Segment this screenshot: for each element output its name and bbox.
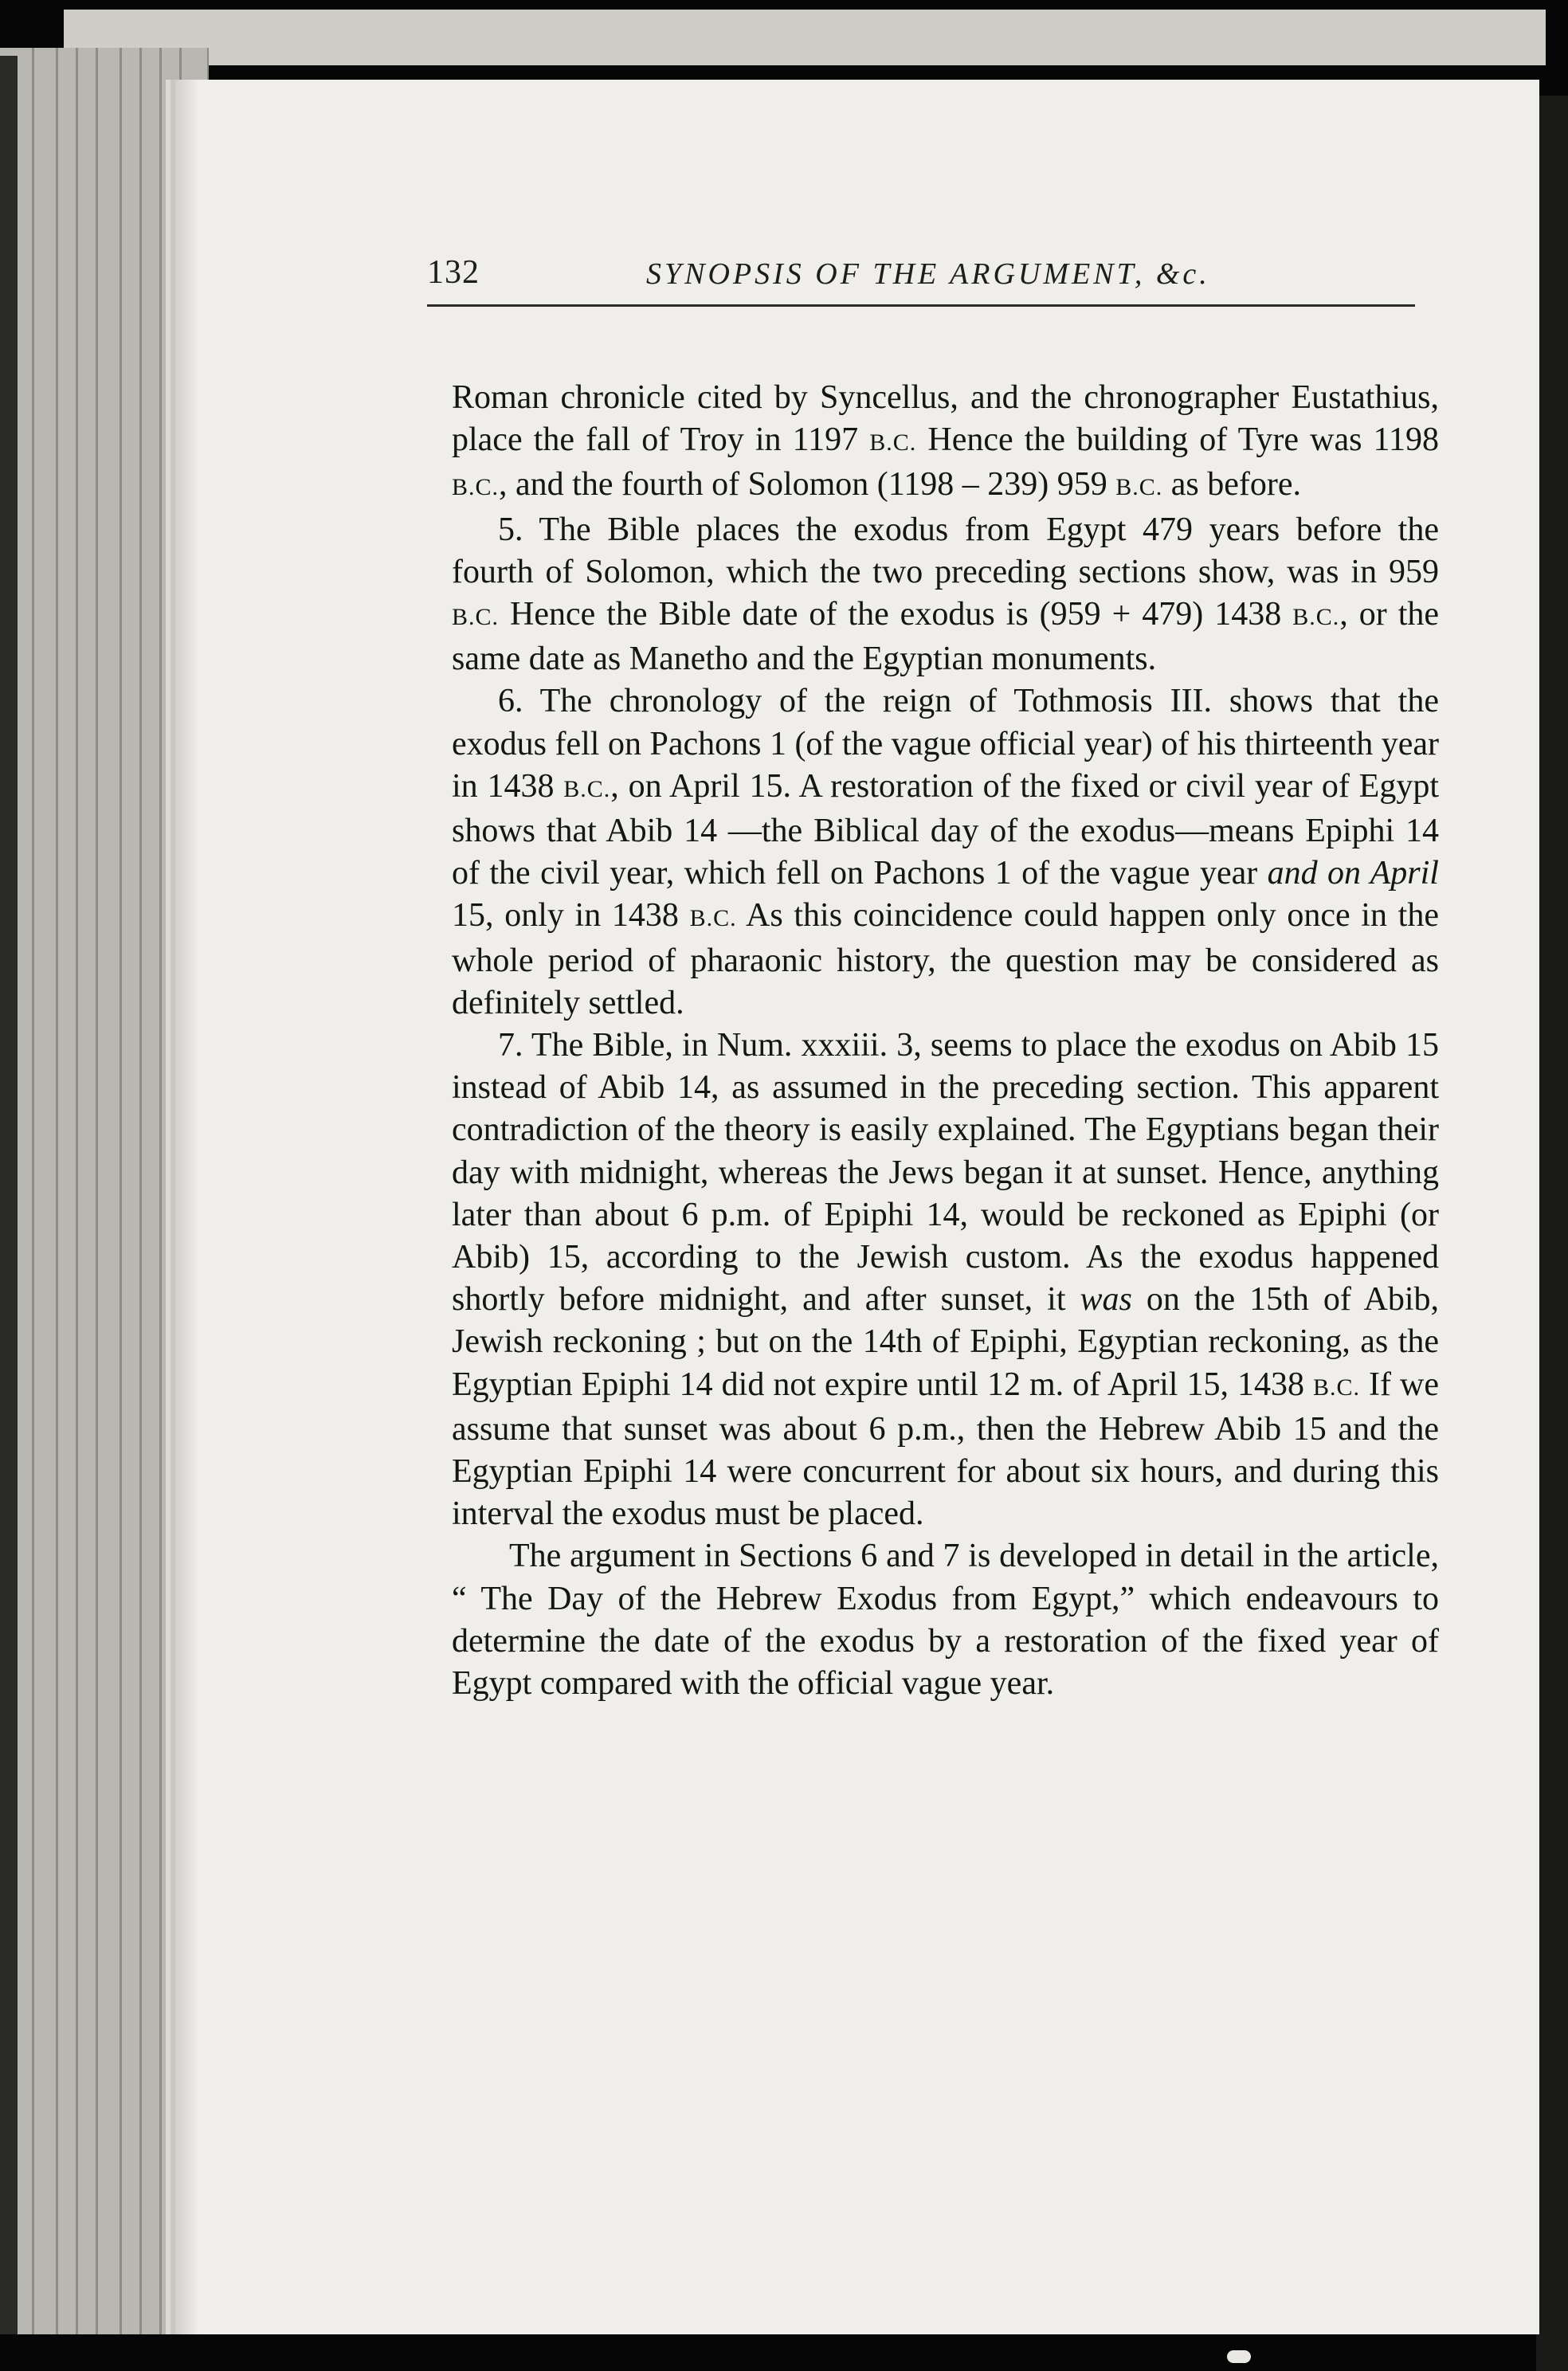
text-run: 15, only in 1438: [452, 897, 690, 935]
body-text: [452, 377, 1439, 1705]
paragraph-2: [452, 509, 1439, 681]
text-run: If we assume that sunset was about 6 p.m., then the Hebrew Abib 15 and the Egyptian Epiphi 14 were concurrent for about six hours, and during this interval the exodus must be placed.: [452, 1366, 1439, 1533]
page-number: 132: [427, 254, 480, 291]
text-run: Hence the Bible date of the exodus is (959 + 479) 1438: [499, 596, 1293, 633]
text-run: 5. The Bible places the exodus from Egypt 479 years before the fourth of Solomon, which the two preceding sections show, was in 959: [452, 511, 1439, 590]
italic-run: and on April: [1267, 855, 1439, 892]
small-caps-run: B.C.: [452, 474, 500, 501]
small-caps-run: B.C.: [1115, 474, 1163, 501]
page-header: [427, 203, 1415, 307]
text-run: As this coincidence could happen only once in the whole period of pharaonic history, the question may be considered as definitely settled.: [452, 897, 1439, 1021]
paragraph-5: [452, 1535, 1439, 1705]
small-caps-run: B.C.: [689, 905, 737, 932]
text-run: The argument in Sections 6 and 7 is developed in detail in the article, “ The Day of the Hebrew Exodus from Egypt,” which endeavours to determine the date of the exodus by a restoration of the fixed year of Egypt compared with the official vague year.: [452, 1538, 1439, 1703]
paragraph-4: [452, 1025, 1439, 1535]
small-caps-run: B.C.: [869, 429, 917, 457]
small-caps-run: B.C.: [563, 775, 611, 802]
text-run: , or the same date as Manetho and the Egyptian monuments.: [452, 596, 1440, 678]
small-caps-run: B.C.: [1313, 1374, 1361, 1401]
paragraph-3: [452, 680, 1439, 1025]
text-run: , and the fourth of Solomon (1198 – 239) 959: [499, 466, 1116, 504]
book-cover-edge: [0, 56, 18, 2334]
paragraph-1: [452, 377, 1439, 509]
text-run: on the 15th of Abib, Jewish reckoning ; but on the 14th of Epiphi, Egyptian reckoning, as the Egyptian Epiphi 14 did not expire until 12 m. of April 15, 1438: [452, 1281, 1439, 1403]
page-mark: [1227, 2350, 1251, 2363]
text-run: Roman chronicle cited by Syncellus, and the chronographer Eustathius, place the fall of Troy in 1197: [452, 379, 1439, 459]
italic-run: was: [1080, 1281, 1132, 1319]
running-head: SYNOPSIS OF THE ARGUMENT, &c.: [646, 257, 1210, 291]
text-run: 7. The Bible, in Num. xxxiii. 3, seems to place the exodus on Abib 15 instead of Abib 14, as assumed in the preceding section. This apparent contradiction of the theory is easily explained. The Egyptians began their day with midnight, whereas the Jews began it at sunset. Hence, anything later than about 6 p.m. of Epiphi 14, would be reckoned as Epiphi (or Abib) 15, according to the Jewish custom. As the exodus happened shortly before midnight, and after sunset, it: [452, 1027, 1439, 1319]
small-caps-run: B.C.: [452, 604, 500, 631]
text-run: 6. The chronology of the reign of Tothmosis III. shows that the exodus fell on Pachons 1 (of the vague official year) of his thirteenth year in 1438: [452, 683, 1439, 805]
text-run: , on April 15. A restoration of the fixed or civil year of Egypt shows that Abib 14 —the Biblical day of the exodus—means Epiphi 14 of the civil year, which fell on Pachons 1 of the vague year: [452, 767, 1439, 892]
small-caps-run: B.C.: [1292, 604, 1340, 631]
text-run: as before.: [1162, 466, 1302, 504]
right-shadow: [1536, 96, 1568, 2371]
text-run: Hence the building of Tyre was 1198: [916, 421, 1439, 459]
top-page-edge: [64, 10, 1546, 65]
